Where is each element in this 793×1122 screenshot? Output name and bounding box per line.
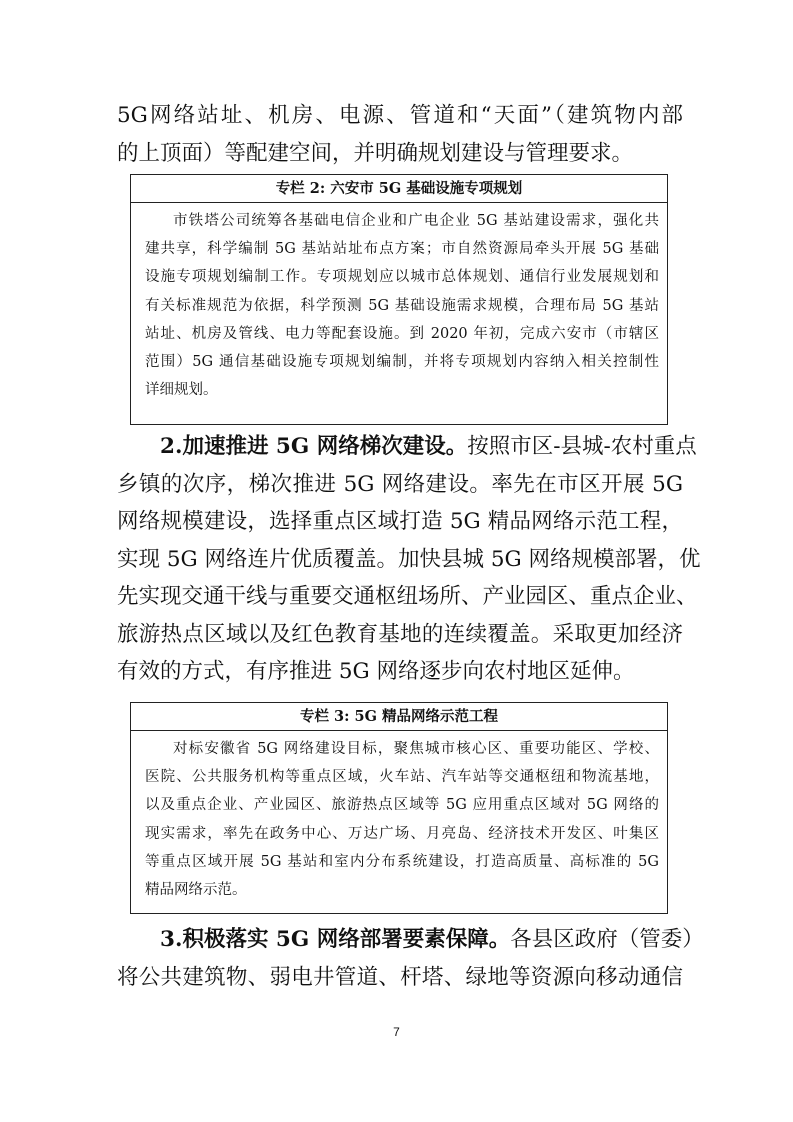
text-line: 先实现交通干线与重要交通枢纽场所、产业园区、重点企业、 <box>117 584 698 609</box>
paragraph-section-3 <box>117 921 704 996</box>
box-title: 专栏 3: 5G 精品网络示范工程 <box>131 703 667 731</box>
box-line: 精品网络示范。 <box>145 882 247 899</box>
box-line: 范围）5G 通信基础设施专项规划编制，并将专项规划内容纳入相关控制性 <box>145 354 659 371</box>
box-title: 专栏 2: 六安市 5G 基础设施专项规划 <box>131 175 667 203</box>
text-line <box>117 428 697 466</box>
box-line: 站址、机房及管线、电力等配套设施。到 2020 年初，完成六安市（市辖区 <box>145 325 659 342</box>
sidebar-box-3 <box>130 702 668 914</box>
paragraph-intro <box>117 97 683 172</box>
text-line: 将公共建筑物、弱电井管道、杆塔、绿地等资源向移动通信 <box>117 964 683 990</box>
text-line <box>117 921 704 959</box>
box-line: 建共享，科学编制 5G 基站站址布点方案；市自然资源局牵头开展 5G 基础 <box>145 241 659 258</box>
text-line: 实现 5G 网络连片优质覆盖。加快县城 5G 网络规模部署，优 <box>117 546 701 572</box>
text-line: 有效的方式，有序推进 5G 网络逐步向农村地区延伸。 <box>117 659 635 684</box>
sidebar-box-2 <box>130 174 668 425</box>
box-line: 等重点区域开展 5G 基站和室内分布系统建设，打造高质量、高标准的 5G <box>145 853 659 870</box>
section-heading: 3.积极落实 5G 网络部署要素保障。 <box>160 927 511 952</box>
box-line: 市铁塔公司统筹各基础电信企业和广电企业 5G 基站建设需求，强化共 <box>173 213 659 229</box>
box-line: 以及重点企业、产业园区、旅游热点区域等 5G 应用重点区域对 5G 网络的 <box>145 797 659 814</box>
text-line: 的上顶面）等配建空间，并明确规划建设与管理要求。 <box>117 140 634 166</box>
box-line: 详细规划。 <box>145 382 218 399</box>
box-line: 对标安徽省 5G 网络建设目标，聚焦城市核心区、重要功能区、学校、 <box>173 741 659 757</box>
text-line: 乡镇的次序，梯次推进 5G 网络建设。率先在市区开展 5G <box>117 471 683 497</box>
text-run: 按照市区-县城-农村重点 <box>467 434 697 459</box>
section-heading: 2.加速推进 5G 网络梯次建设。 <box>160 434 468 459</box>
text-line: 网络规模建设，选择重点区域打造 5G 精品网络示范工程， <box>117 509 683 534</box>
box-body <box>131 203 667 408</box>
text-line: 5G网络站址、机房、电源、管道和“天面”（建筑物内部 <box>117 103 683 128</box>
text-line: 旅游热点区域以及红色教育基地的连续覆盖。采取更加经济 <box>117 621 683 647</box>
box-line: 设施专项规划编制工作。专项规划应以城市总体规划、通信行业发展规划和 <box>145 269 659 286</box>
page-number: 7 <box>393 1025 400 1039</box>
box-line: 现实需求，率先在政务中心、万达广场、月亮岛、经济技术开发区、叶集区 <box>145 825 659 842</box>
box-line: 有关标准规范为依据，科学预测 5G 基础设施需求规模，合理布局 5G 基站 <box>145 297 659 314</box>
box-line: 医院、公共服务机构等重点区域，火车站、汽车站等交通枢纽和物流基地， <box>145 769 659 786</box>
box-body <box>131 731 667 908</box>
text-run: 各县区政府（管委） <box>510 927 704 952</box>
paragraph-section-2 <box>117 428 701 691</box>
